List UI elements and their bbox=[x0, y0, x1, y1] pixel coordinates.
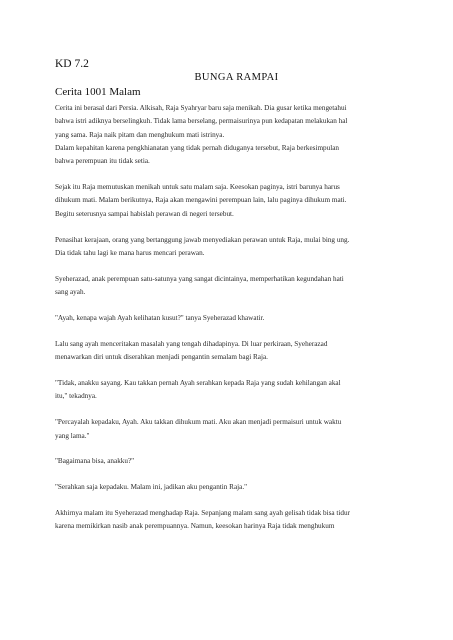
text-line: "Serahkan saja kepadaku. Malam ini, jadikan aku pengantin Raja." bbox=[55, 483, 248, 492]
paragraph bbox=[55, 102, 407, 168]
text-line: menawarkan diri untuk diserahkan menjadi pengantin semalam bagi Raja. bbox=[55, 353, 268, 362]
text-line: sang ayah. bbox=[55, 288, 86, 297]
paragraph bbox=[55, 455, 407, 468]
paragraph-gap bbox=[55, 404, 407, 417]
text-line: bahwa istri adiknya berselingkuh. Tidak lama berselang, permaisurinya pun kedapatan melakukan hal bbox=[55, 117, 348, 126]
paragraph bbox=[55, 507, 407, 534]
paragraph bbox=[55, 273, 407, 300]
text-line: Penasihat kerajaan, orang yang bertanggung jawab menyediakan perawan untuk Raja, mulai bing ung. bbox=[55, 235, 350, 244]
paragraph bbox=[55, 181, 407, 221]
text-line: karena memikirkan nasib anak perempuannya. Namun, keesokan harinya Raja tidak menghukum bbox=[55, 522, 335, 531]
text-line: Sejak itu Raja memutuskan menikah untuk satu malam saja. Keesokan paginya, istri barunya harus bbox=[55, 183, 340, 192]
text-line: Begitu seterusnya sampai habislah perawan di negeri tersebut. bbox=[55, 209, 234, 218]
text-line: "Ayah, kenapa wajah Ayah kelihatan kusut?" tanya Syeherazad khawatir. bbox=[55, 313, 265, 322]
text-line: bahwa perempuan itu tidak setia. bbox=[55, 157, 150, 166]
paragraph-gap bbox=[55, 443, 407, 456]
text-line: Akhirnya malam itu Syeherazad menghadap Raja. Sepanjang malam sang ayah gelisah tidak bisa tidur bbox=[55, 509, 350, 518]
text-line: "Tidak, anakku sayang. Kau takkan pernah Ayah serahkan kepada Raja yang sudah kehilangan akal bbox=[55, 379, 341, 388]
text-line: Cerita ini berasal dari Persia. Alkisah, Raja Syahryar baru saja menikah. Dia gusar ketika mengetahui bbox=[55, 104, 347, 112]
paragraph-gap bbox=[55, 168, 407, 181]
competency-code: KD 7.2 bbox=[55, 58, 89, 70]
story-body bbox=[55, 102, 407, 534]
text-line: dihukum mati. Malam berikutnya, Raja akan mengawini perempuan lain, lalu paginya dihukum mati. bbox=[55, 196, 347, 205]
paragraph bbox=[55, 377, 407, 404]
text-line: Dia tidak tahu lagi ke mana harus mencari perawan. bbox=[55, 248, 205, 257]
text-line: "Bagaimana bisa, anakku?" bbox=[55, 457, 135, 466]
paragraph bbox=[55, 234, 407, 261]
text-line: Dalam kepahitan karena pengkhianatan yang tidak pernah diduganya tersebut, Raja berkesimpulan bbox=[55, 143, 340, 152]
paragraph-gap bbox=[55, 221, 407, 234]
paragraph-gap bbox=[55, 495, 407, 508]
text-line: Lalu sang ayah menceritakan masalah yang tengah dihadapinya. Di luar perkiraan, Syeherazad bbox=[55, 339, 328, 348]
paragraph bbox=[55, 338, 407, 365]
story-title: Cerita 1001 Malam bbox=[55, 86, 141, 98]
paragraph-gap bbox=[55, 364, 407, 377]
paragraph-gap bbox=[55, 260, 407, 273]
paragraph-gap bbox=[55, 325, 407, 338]
paragraph bbox=[55, 312, 407, 325]
text-line: itu," tekadnya. bbox=[55, 392, 97, 401]
paragraph-gap bbox=[55, 299, 407, 312]
text-line: yang lama." bbox=[55, 431, 90, 440]
text-line: yang sama. Raja naik pitam dan menghukum mati istrinya. bbox=[55, 130, 225, 139]
paragraph bbox=[55, 481, 407, 494]
text-line: "Percayalah kepadaku, Ayah. Aku takkan dihukum mati. Aku akan menjadi permaisuri untuk waktu bbox=[55, 418, 342, 427]
page-title: BUNGA RAMPAI bbox=[194, 72, 279, 83]
paragraph bbox=[55, 416, 407, 443]
paragraph-gap bbox=[55, 469, 407, 482]
text-line: Syeherazad, anak perempuan satu-satunya yang sangat dicintainya, memperhatikan kegundahan hati bbox=[55, 274, 344, 283]
